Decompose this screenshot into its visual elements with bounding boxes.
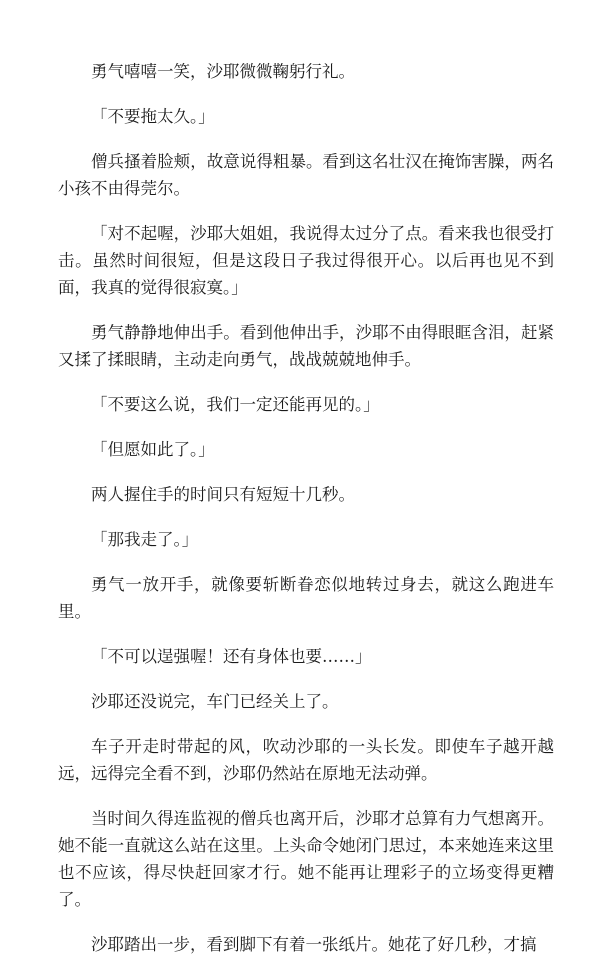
paragraph: 勇气静静地伸出手。看到他伸出手，沙耶不由得眼眶含泪，赶紧又揉了揉眼睛，主动走向勇气，战战兢兢地伸手。 — [58, 323, 554, 369]
paragraph: 「不要这么说，我们一定还能再见的。」 — [91, 395, 380, 414]
paragraph: 「那我走了。」 — [91, 530, 199, 549]
paragraph: 僧兵搔着脸颊，故意说得粗暴。看到这名壮汉在掩饰害臊，两名小孩不由得莞尔。 — [58, 152, 554, 198]
paragraph: 勇气嘻嘻一笑，沙耶微微鞠躬行礼。 — [91, 62, 355, 81]
paragraph: 「但愿如此了。」 — [91, 440, 215, 459]
paragraph: 「不要拖太久。」 — [91, 107, 215, 126]
paragraph: 沙耶踏出一步，看到脚下有着一张纸片。她花了好几秒，才搞 — [91, 935, 537, 954]
paragraph: 沙耶还没说完，车门已经关上了。 — [91, 692, 339, 711]
paragraph: 两人握住手的时间只有短短十几秒。 — [91, 485, 355, 504]
document-page — [58, 58, 554, 958]
paragraph: 「不可以逞强喔！还有身体也要……」 — [91, 647, 372, 666]
paragraph: 勇气一放开手，就像要斩断眷恋似地转过身去，就这么跑进车里。 — [58, 575, 554, 621]
paragraph: 车子开走时带起的风，吹动沙耶的一头长发。即使车子越开越远，远得完全看不到，沙耶仍然站在原地无法动弹。 — [58, 737, 554, 783]
paragraph: 「对不起喔，沙耶大姐姐，我说得太过分了点。看来我也很受打击。虽然时间很短，但是这段日子我过得很开心。以后再也见不到面，我真的觉得很寂寞。」 — [58, 224, 554, 297]
paragraph: 当时间久得连监视的僧兵也离开后，沙耶才总算有力气想离开。她不能一直就这么站在这里。上头命令她闭门思过，本来她连来这里也不应该，得尽快赶回家才行。她不能再让理彩子的立场变得更糟了。 — [58, 809, 554, 909]
